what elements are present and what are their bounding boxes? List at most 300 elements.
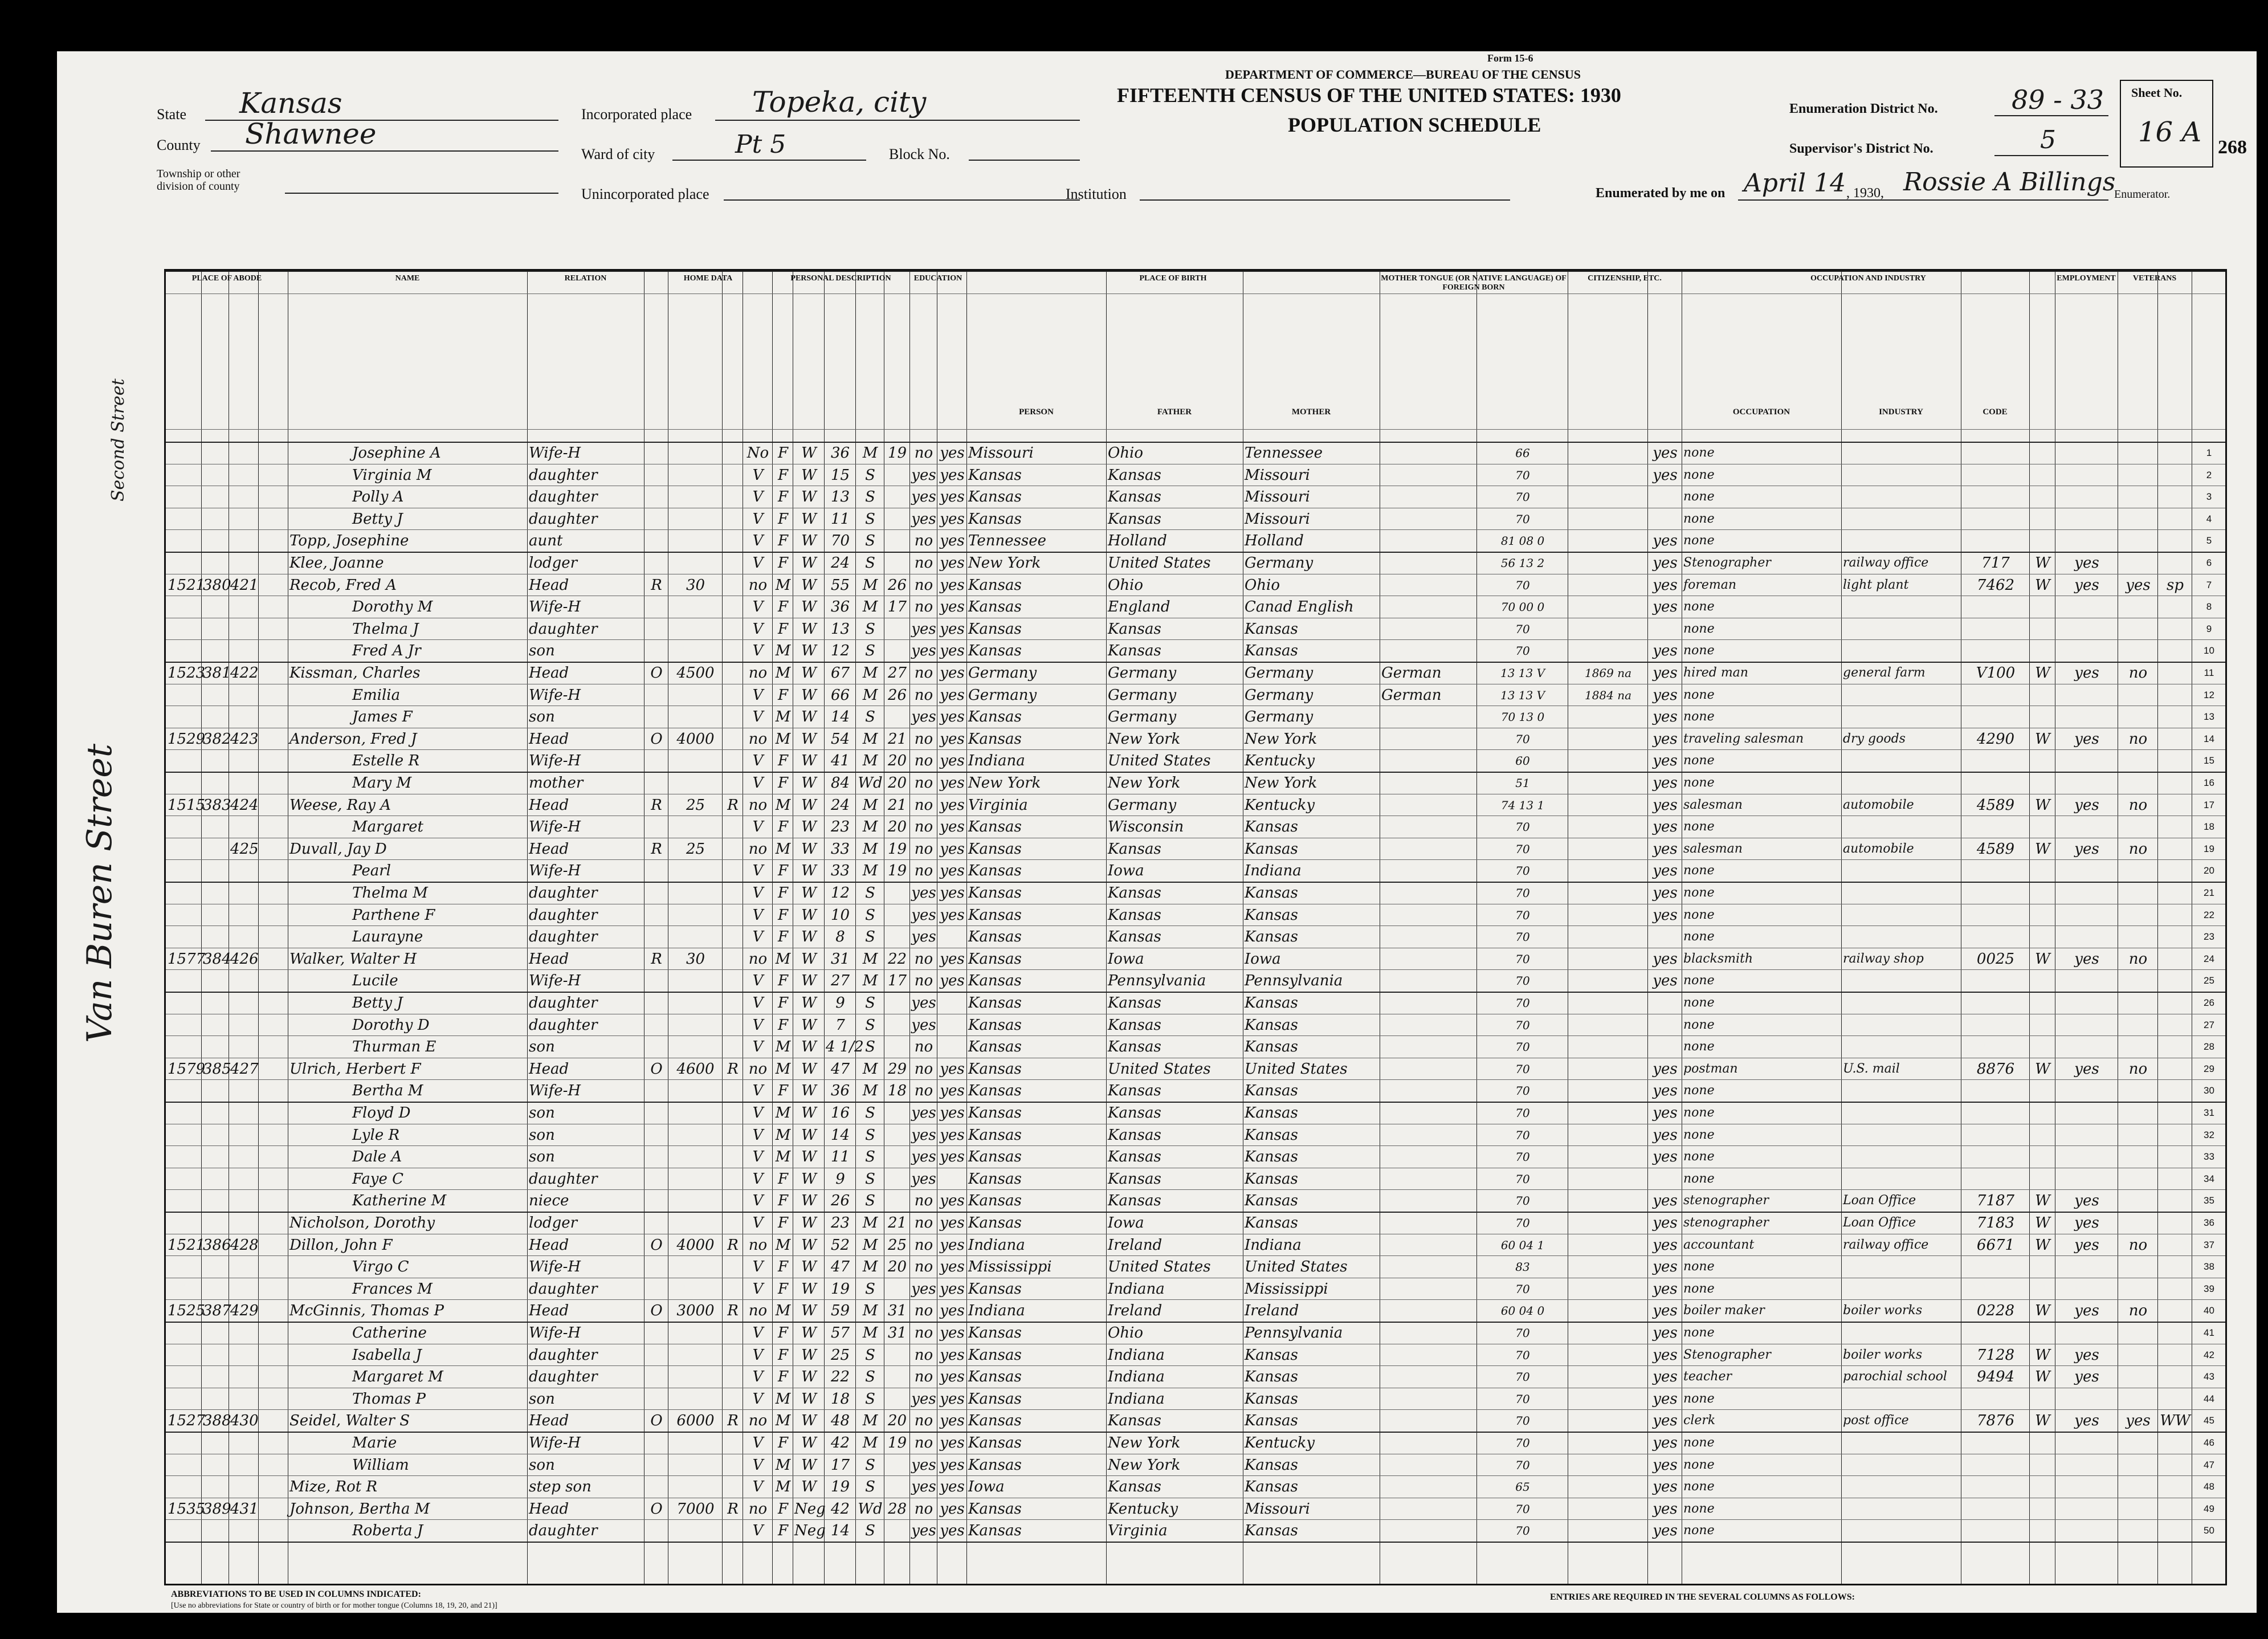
cell-name: Parthene F [352, 906, 435, 924]
cell-tongue [1381, 1388, 1476, 1409]
cell-race: W [801, 1214, 817, 1232]
cell-fbp: Indiana [1108, 1368, 1165, 1386]
cell-ind [1843, 1278, 1960, 1299]
cell-age: 33 [830, 862, 850, 880]
cell-age: 36 [830, 598, 850, 616]
cell-mbp: Iowa [1245, 950, 1281, 968]
cell-eng: yes [1653, 686, 1678, 704]
cell-occ: none [1683, 973, 1715, 988]
institution-label: Institution [1066, 186, 1127, 202]
cell-ln: 32 [2204, 1129, 2214, 1140]
cell-ind: boiler works [1843, 1303, 1923, 1318]
cell-hn: 386 [203, 1236, 231, 1254]
cell-vet [2119, 529, 2157, 551]
cell-cls [2031, 1014, 2054, 1035]
cell-own [646, 1475, 667, 1497]
cell-val [670, 1145, 721, 1167]
cell-agem: 20 [887, 1258, 907, 1276]
cell-read: yes [940, 1456, 965, 1474]
cell-radio [724, 969, 742, 991]
cell-dw [230, 706, 258, 727]
cell-dw [230, 772, 258, 793]
cell-st [168, 486, 201, 507]
cell-rel: daughter [529, 1170, 598, 1188]
cell-eng: yes [1653, 466, 1678, 484]
cell-read: yes [940, 1346, 965, 1364]
cell-fbp: Germany [1108, 686, 1177, 704]
cell-read: yes [940, 774, 965, 792]
incorporated-value: Topeka, city [752, 85, 927, 119]
cell-name: Walker, Walter H [289, 950, 417, 968]
cell-tongue [1381, 529, 1476, 551]
cell-eng: yes [1653, 1478, 1678, 1496]
cell-cls [2031, 1519, 2054, 1541]
cell-ocode [1963, 442, 2029, 463]
cell-sch: yes [911, 620, 936, 638]
cell-agem: 17 [887, 972, 907, 990]
cell-hn [203, 992, 228, 1013]
cell-mar: S [865, 1390, 875, 1408]
cell-fam [260, 1145, 287, 1167]
cell-read: yes [940, 1522, 965, 1540]
cell-rel: Head [529, 576, 569, 594]
cell-bp: Kansas [968, 620, 1022, 638]
cell-tongue [1381, 596, 1476, 617]
margin-note-van-buren: Van Buren Street [80, 744, 120, 1043]
cell-sch: no [914, 1434, 933, 1452]
cell-own [646, 882, 667, 903]
cell-cls [2031, 706, 2054, 727]
cell-st [168, 618, 201, 639]
cell-code: 70 [1515, 886, 1530, 900]
cell-hn: 380 [203, 576, 231, 594]
cell-cit [1569, 1388, 1647, 1409]
cell-sch: no [914, 972, 933, 990]
table-row [166, 838, 2225, 860]
table-row [166, 1255, 2225, 1278]
cell-own: R [651, 576, 662, 594]
cell-tongue [1381, 1409, 1476, 1431]
cell-race: W [801, 818, 817, 836]
cell-race: W [801, 1280, 817, 1298]
cell-st [168, 1102, 201, 1123]
cell-occ: salesman [1683, 841, 1743, 856]
cell-name: Margaret [352, 818, 423, 836]
cell-cls [2031, 1102, 2054, 1123]
cell-code: 60 04 1 [1500, 1238, 1545, 1252]
cell-val: 25 [686, 840, 705, 858]
cell-emp [2057, 486, 2117, 507]
cell-race: W [801, 1082, 817, 1100]
cell-agem: 25 [887, 1236, 907, 1254]
cell-emp [2057, 772, 2117, 793]
cell-ocode [1963, 529, 2029, 551]
cell-name: Josephine A [352, 445, 441, 462]
cell-occ: none [1683, 1039, 1715, 1054]
cell-ind [1843, 486, 1960, 507]
cell-emp [2057, 1124, 2117, 1145]
cell-hn [203, 552, 228, 573]
cell-radio [724, 859, 742, 881]
cell-cls: W [2035, 796, 2050, 814]
cell-tongue [1381, 574, 1476, 596]
cell-ln: 6 [2206, 557, 2212, 568]
cell-st [168, 1255, 201, 1277]
cell-mbp: Kansas [1245, 1368, 1298, 1386]
cell-ocode: 7187 [1976, 1192, 2015, 1210]
cell-own: O [650, 1500, 663, 1518]
cell-rel: daughter [529, 928, 598, 946]
cell-radio [724, 1454, 742, 1475]
cell-dw [230, 1454, 258, 1475]
cell-code: 70 [1515, 1502, 1530, 1516]
cell-bp: Kansas [968, 1280, 1022, 1298]
cell-race: W [801, 1060, 817, 1078]
cell-race: Neg [794, 1500, 826, 1518]
cell-hn [203, 749, 228, 771]
cell-st [168, 838, 201, 859]
cell-fam [260, 508, 287, 529]
cell-sex: F [777, 818, 789, 836]
cell-emp: yes [2074, 1412, 2099, 1430]
cell-emp: yes [2074, 576, 2099, 594]
cell-ocode: 7183 [1976, 1214, 2015, 1232]
cell-dw [230, 442, 258, 463]
cell-age: 84 [830, 774, 850, 792]
cell-ind [1843, 618, 1960, 639]
cell-cit [1569, 969, 1647, 991]
cell-st [168, 1168, 201, 1189]
cell-vet [2119, 1388, 2157, 1409]
cell-fam [260, 969, 287, 991]
cell-cit [1569, 1344, 1647, 1365]
cell-fbp: Iowa [1108, 1214, 1144, 1232]
cell-farm: V [752, 1368, 764, 1386]
cell-race: W [801, 642, 817, 660]
cell-hn [203, 464, 228, 486]
cell-war [2159, 508, 2191, 529]
cell-code: 70 [1515, 1172, 1530, 1186]
cell-read: yes [940, 1060, 965, 1078]
cell-agem [886, 992, 909, 1013]
cell-ln: 28 [2204, 1041, 2214, 1053]
cell-ocode [1963, 992, 2029, 1013]
cell-rel: daughter [529, 906, 598, 924]
cell-code: 70 [1515, 1150, 1530, 1164]
cell-tongue [1381, 1058, 1476, 1079]
cell-dw: 428 [230, 1236, 259, 1254]
cell-agem: 19 [887, 445, 907, 462]
cell-read: yes [940, 972, 965, 990]
cell-vet [2119, 772, 2157, 793]
cell-cls [2031, 816, 2054, 837]
cell-st [168, 1035, 201, 1057]
cell-ocode [1963, 1145, 2029, 1167]
cell-eng: yes [1653, 1214, 1678, 1232]
cell-race: W [801, 950, 817, 968]
cell-ln: 45 [2204, 1415, 2214, 1426]
cell-mbp: Missouri [1245, 466, 1310, 484]
cell-dw [230, 1124, 258, 1145]
cell-occ: none [1683, 1501, 1715, 1516]
cell-farm: V [752, 1478, 764, 1496]
cell-dw: 427 [230, 1060, 259, 1078]
cell-race: W [801, 1258, 817, 1276]
cell-mbp: Kansas [1245, 994, 1298, 1012]
cell-dw [230, 1255, 258, 1277]
cell-farm: V [752, 884, 764, 902]
cell-mbp: Indiana [1245, 1236, 1302, 1254]
cell-eng: yes [1653, 555, 1678, 572]
cell-farm: V [752, 1148, 764, 1166]
cell-code: 70 [1515, 1216, 1530, 1230]
cell-emp [2057, 1454, 2117, 1475]
table-row [166, 464, 2225, 486]
cell-cit [1569, 574, 1647, 596]
cell-emp [2057, 596, 2117, 617]
cell-age: 14 [830, 708, 850, 726]
cell-radio [724, 1168, 742, 1189]
cell-sex: F [777, 1324, 789, 1342]
cell-age: 36 [830, 1082, 850, 1100]
state-value: Kansas [239, 87, 342, 120]
cell-bp: Kansas [968, 884, 1022, 902]
cell-farm: V [752, 1390, 764, 1408]
cell-cls [2031, 882, 2054, 903]
cell-emp [2057, 1168, 2117, 1189]
cell-mbp: Pennsylvania [1245, 972, 1343, 990]
cell-cls [2031, 1322, 2054, 1343]
cell-own: O [650, 1060, 663, 1078]
cell-war [2159, 1014, 2191, 1035]
cell-fbp: Ireland [1108, 1236, 1162, 1254]
column-header: MOTHER [1291, 407, 1331, 417]
cell-tongue: German [1381, 686, 1442, 704]
cell-mar: S [865, 928, 875, 946]
cell-age: 13 [830, 620, 850, 638]
cell-bp: Kansas [968, 1170, 1022, 1188]
cell-ocode: 7128 [1976, 1346, 2015, 1364]
cell-read [939, 1168, 966, 1189]
cell-read: yes [940, 1434, 965, 1452]
cell-fam [260, 1278, 287, 1299]
cell-mbp: Kansas [1245, 1522, 1298, 1540]
cell-ocode [1963, 706, 2029, 727]
cell-sex: F [777, 510, 789, 528]
cell-bp: Kansas [968, 950, 1022, 968]
cell-read: yes [940, 1478, 965, 1496]
cell-code: 70 [1515, 490, 1530, 504]
cell-name: Catherine [352, 1324, 427, 1342]
cell-name: Dillon, John F [289, 1236, 393, 1254]
cell-fam [260, 1079, 287, 1101]
cell-read: yes [940, 532, 965, 550]
cell-occ: traveling salesman [1683, 731, 1804, 746]
cell-war [2159, 486, 2191, 507]
cell-read: yes [940, 445, 965, 462]
cell-ind [1843, 1454, 1960, 1475]
cell-hn: 382 [203, 730, 231, 748]
cell-val [670, 508, 721, 529]
cell-dw [230, 464, 258, 486]
cell-age: 41 [830, 752, 850, 770]
cell-agem [886, 1189, 909, 1211]
cell-bp: Kansas [968, 1522, 1022, 1540]
cell-sex: M [775, 576, 791, 594]
cell-ln: 18 [2204, 821, 2214, 833]
cell-sex: M [775, 796, 791, 814]
cell-mar: S [865, 555, 875, 572]
cell-fam [260, 992, 287, 1013]
cell-fbp: Germany [1108, 664, 1177, 682]
cell-sch: yes [911, 466, 936, 484]
cell-radio [724, 684, 742, 706]
cell-fam [260, 838, 287, 859]
enumeration-district-label: Enumeration District No. [1789, 101, 1938, 116]
cell-age: 52 [830, 1236, 850, 1254]
cell-ind [1843, 749, 1960, 771]
cell-rel: Head [529, 664, 569, 682]
cell-mar: S [865, 1016, 875, 1034]
cell-fbp: Kansas [1108, 1148, 1161, 1166]
cell-mar: M [862, 840, 878, 858]
cell-mar: M [862, 686, 878, 704]
cell-sex: F [777, 1522, 789, 1540]
cell-fam [260, 1475, 287, 1497]
cell-cit [1569, 618, 1647, 639]
cell-tongue [1381, 1014, 1476, 1035]
cell-agem [886, 529, 909, 551]
cell-farm: V [752, 1280, 764, 1298]
cell-vet [2119, 1365, 2157, 1387]
cell-cls [2031, 992, 2054, 1013]
table-row [166, 816, 2225, 838]
cell-mbp: Kansas [1245, 1346, 1298, 1364]
cell-fam [260, 794, 287, 816]
cell-bp: Kansas [968, 708, 1022, 726]
cell-age: 24 [830, 555, 850, 572]
cell-occ: none [1683, 1326, 1715, 1340]
cell-st [168, 904, 201, 925]
cell-cit [1569, 596, 1647, 617]
cell-read: yes [940, 818, 965, 836]
cell-sex: M [775, 1412, 791, 1430]
cell-war [2159, 596, 2191, 617]
cell-agem [886, 464, 909, 486]
cell-ind [1843, 772, 1960, 793]
cell-war [2159, 1365, 2191, 1387]
cell-dw [230, 1519, 258, 1541]
cell-bp: Kansas [968, 1214, 1022, 1232]
cell-emp: yes [2074, 1368, 2099, 1386]
column-group-header: PLACE OF ABODE [191, 274, 262, 283]
cell-sch: yes [911, 1016, 936, 1034]
cell-sex: F [777, 620, 789, 638]
cell-mar: S [865, 884, 875, 902]
cell-cls [2031, 1035, 2054, 1057]
cell-sch: no [914, 664, 933, 682]
cell-read [939, 1035, 966, 1057]
cell-ocode [1963, 925, 2029, 947]
cell-farm: V [752, 1170, 764, 1188]
cell-cit [1569, 639, 1647, 661]
table-row [166, 529, 2225, 552]
cell-sex: F [777, 1170, 789, 1188]
cell-farm: V [752, 1214, 764, 1232]
cell-sex: F [777, 774, 789, 792]
cell-radio: R [727, 796, 739, 814]
cell-occ: none [1683, 1083, 1715, 1098]
cell-radio [724, 508, 742, 529]
cell-val [670, 816, 721, 837]
cell-fam [260, 859, 287, 881]
column-header: PERSON [1019, 407, 1054, 417]
cell-fbp: Kansas [1108, 1192, 1161, 1210]
cell-agem [886, 1365, 909, 1387]
column-group-header: OCCUPATION AND INDUSTRY [1810, 274, 1926, 283]
cell-st [168, 464, 201, 486]
cell-tongue [1381, 882, 1476, 903]
cell-farm: V [752, 1434, 764, 1452]
cell-st [168, 1322, 201, 1343]
cell-vet: no [2128, 1302, 2148, 1320]
cell-sch: yes [911, 1126, 936, 1144]
cell-code: 70 [1515, 820, 1530, 834]
cell-ln: 35 [2204, 1195, 2214, 1206]
cell-rel: son [529, 1148, 555, 1166]
cell-fbp: Kansas [1108, 642, 1161, 660]
cell-hn [203, 1255, 228, 1277]
cell-occ: none [1683, 929, 1715, 944]
cell-tongue [1381, 925, 1476, 947]
cell-code: 70 [1515, 622, 1530, 636]
cell-war [2159, 1234, 2191, 1255]
cell-eng: yes [1653, 730, 1678, 748]
cell-val [670, 1344, 721, 1365]
cell-val: 4600 [676, 1060, 715, 1078]
cell-dw: 425 [230, 840, 259, 858]
cell-mar: S [865, 1148, 875, 1166]
cell-eng: yes [1653, 1280, 1678, 1298]
cell-hn [203, 1102, 228, 1123]
column-group-header: VETERANS [2132, 274, 2177, 283]
cell-vet: no [2128, 840, 2148, 858]
table-row [166, 486, 2225, 508]
cell-agem [886, 1145, 909, 1167]
cell-vet [2119, 859, 2157, 881]
cell-dw: 421 [230, 576, 259, 594]
cell-agem [886, 639, 909, 661]
cell-sex: F [777, 1368, 789, 1386]
cell-agem: 20 [887, 818, 907, 836]
cell-age: 48 [830, 1412, 850, 1430]
cell-eng: yes [1653, 796, 1678, 814]
cell-hn [203, 882, 228, 903]
cell-mar: S [865, 994, 875, 1012]
cell-cls: W [2035, 950, 2050, 968]
cell-war [2159, 1212, 2191, 1233]
cell-war [2159, 639, 2191, 661]
cell-code: 13 13 V [1500, 666, 1545, 680]
cell-agem [886, 925, 909, 947]
cell-eng: yes [1653, 642, 1678, 660]
table-row [166, 706, 2225, 728]
cell-vet [2119, 749, 2157, 771]
cell-read: yes [940, 1236, 965, 1254]
cell-mbp: Kansas [1245, 884, 1298, 902]
cell-code: 51 [1515, 776, 1530, 790]
cell-vet [2119, 684, 2157, 706]
